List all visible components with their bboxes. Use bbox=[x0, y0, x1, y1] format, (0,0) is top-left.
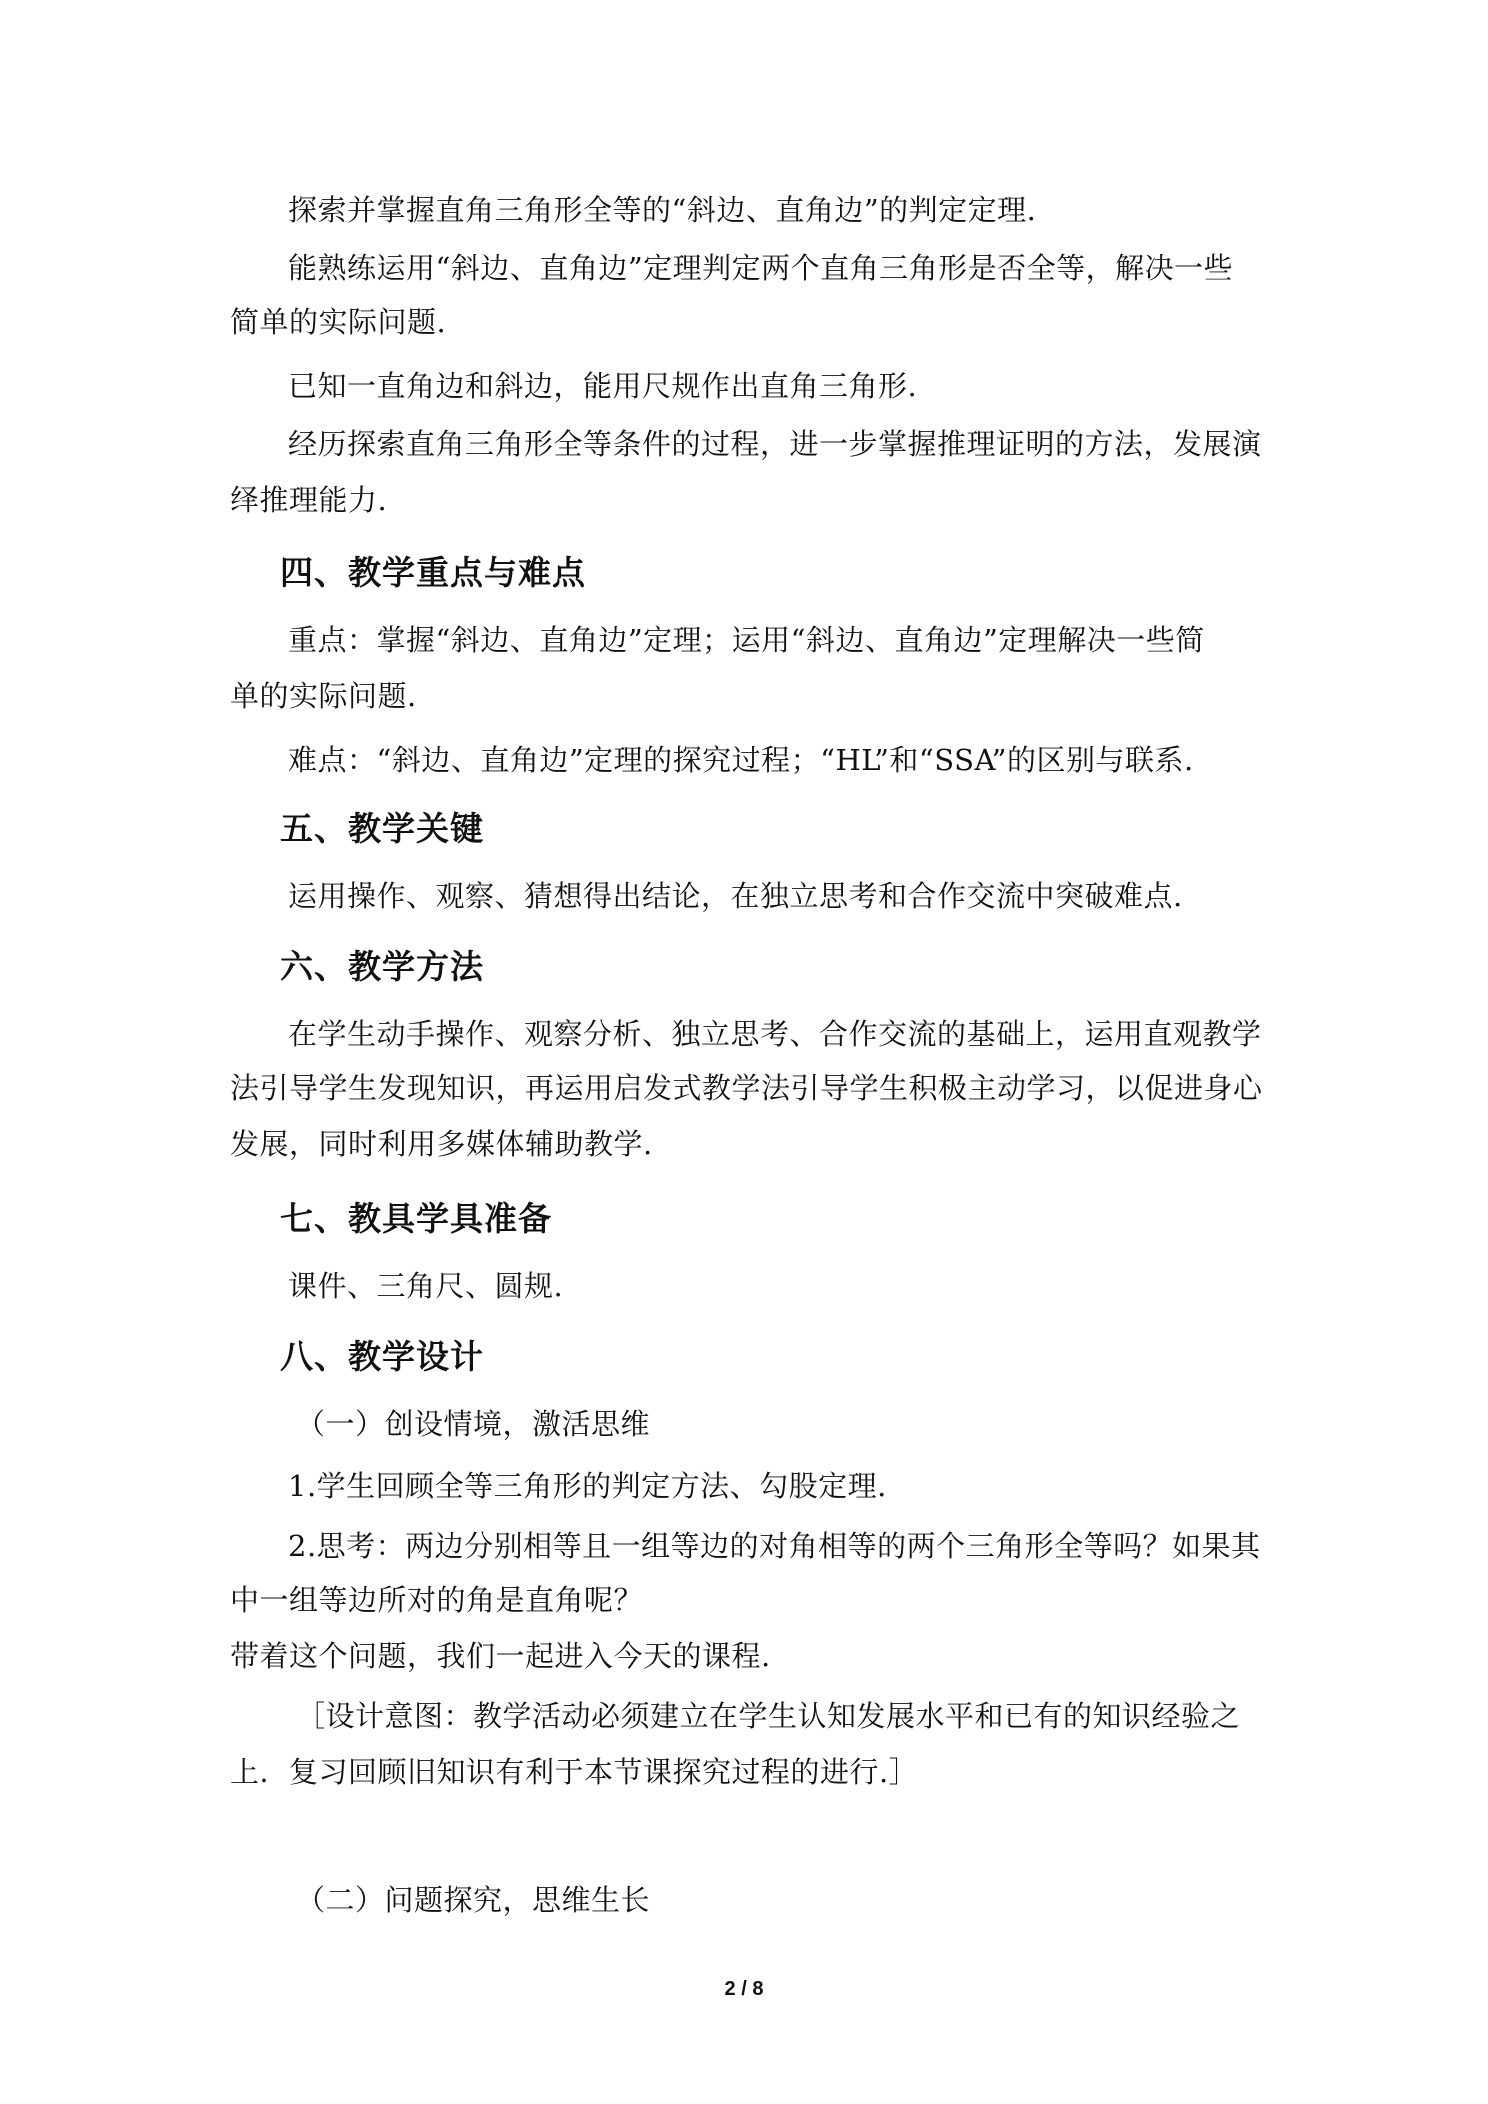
section-paragraph: 重点：掌握“斜边、直角边”定理；运用“斜边、直角边”定理解决一些简 bbox=[288, 623, 1205, 657]
section-heading: 四、教学重点与难点 bbox=[280, 553, 586, 592]
list-item: 带着这个问题，我们一起进入今天的课程. bbox=[230, 1639, 771, 1673]
objective-paragraph: 简单的实际问题. bbox=[230, 305, 447, 339]
section-paragraph: 法引导学生发现知识，再运用启发式教学法引导学生积极主动学习，以促进身心 bbox=[230, 1071, 1263, 1105]
section-heading: 五、教学关键 bbox=[280, 809, 484, 848]
subsection-heading: （二）问题探究，思维生长 bbox=[296, 1883, 651, 1917]
design-intent: ［设计意图：教学活动必须建立在学生认知发展水平和已有的知识经验之 bbox=[296, 1699, 1241, 1733]
objective-paragraph: 已知一直角边和斜边，能用尺规作出直角三角形. bbox=[288, 369, 918, 403]
objective-paragraph: 绎推理能力. bbox=[230, 483, 388, 517]
section-heading: 七、教具学具准备 bbox=[280, 1199, 552, 1238]
section-paragraph: 在学生动手操作、观察分析、独立思考、合作交流的基础上，运用直观教学 bbox=[288, 1017, 1262, 1051]
subsection-heading: （一）创设情境，激活思维 bbox=[296, 1407, 651, 1441]
section-paragraph: 发展，同时利用多媒体辅助教学. bbox=[230, 1127, 653, 1161]
section-paragraph: 难点：“斜边、直角边”定理的探究过程；“HL”和“SSA”的区别与联系. bbox=[288, 743, 1194, 777]
objective-paragraph: 探索并掌握直角三角形全等的“斜边、直角边”的判定定理. bbox=[288, 193, 1037, 227]
list-item: 2.思考：两边分别相等且一组等边的对角相等的两个三角形全等吗？如果其 bbox=[288, 1529, 1261, 1563]
section-heading: 八、教学设计 bbox=[280, 1337, 484, 1376]
objective-paragraph: 经历探索直角三角形全等条件的过程，进一步掌握推理证明的方法，发展演 bbox=[288, 427, 1262, 461]
list-item: 1.学生回顾全等三角形的判定方法、勾股定理. bbox=[288, 1469, 887, 1503]
page-number: 2 / 8 bbox=[724, 1978, 764, 2000]
list-item: 中一组等边所对的角是直角呢？ bbox=[230, 1583, 644, 1617]
design-intent: 上．复习回顾旧知识有利于本节课探究过程的进行.］ bbox=[230, 1755, 919, 1789]
section-paragraph: 运用操作、观察、猜想得出结论，在独立思考和合作交流中突破难点. bbox=[288, 879, 1183, 913]
section-paragraph: 单的实际问题. bbox=[230, 679, 417, 713]
objective-paragraph: 能熟练运用“斜边、直角边”定理判定两个直角三角形是否全等，解决一些 bbox=[288, 251, 1234, 285]
section-heading: 六、教学方法 bbox=[280, 947, 484, 986]
section-paragraph: 课件、三角尺、圆规. bbox=[288, 1269, 564, 1303]
